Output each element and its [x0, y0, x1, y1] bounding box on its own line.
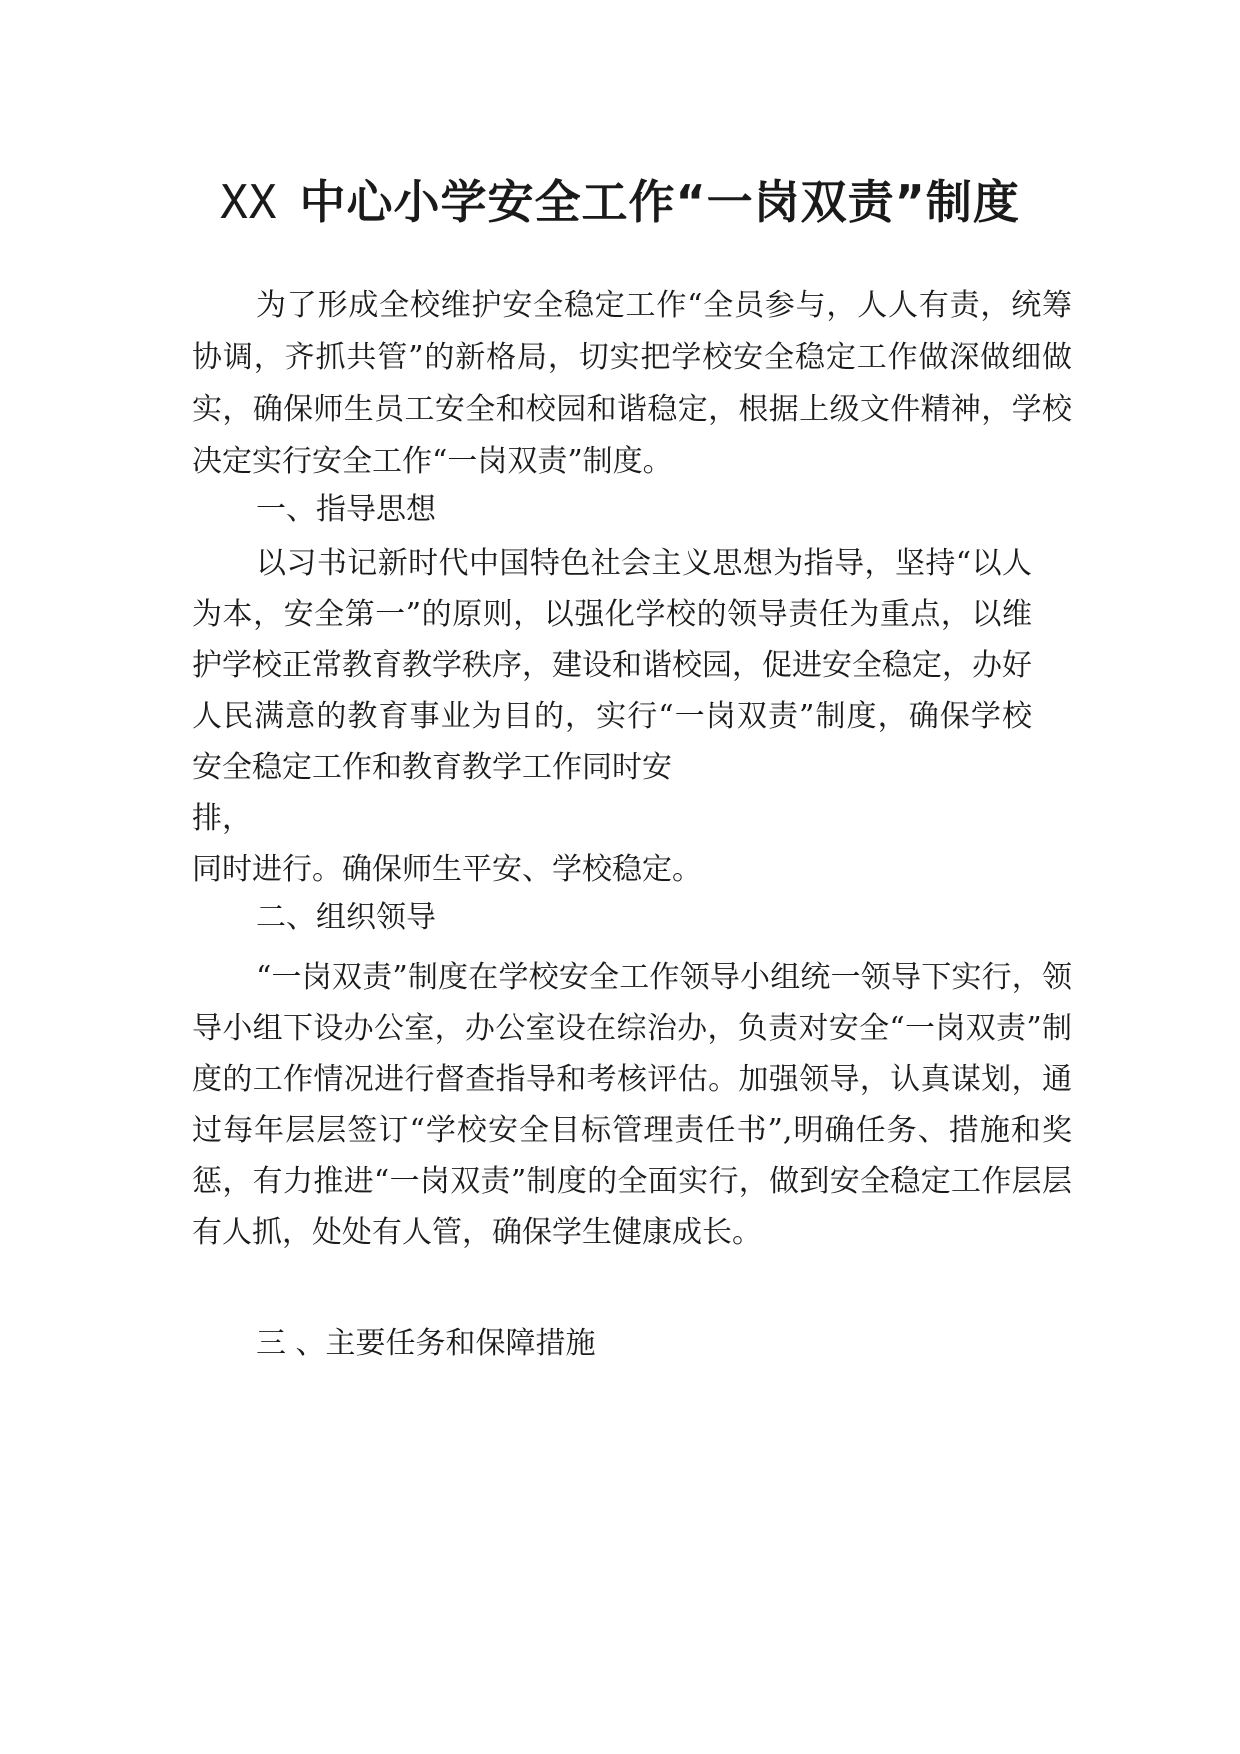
section2-paragraph: “一岗双责”制度在学校安全工作领导小组统一领导下实行，领导小组下设办公室，办公室设在综治办，负责对安全“一岗双责”制度的工作情况进行督查指导和考核评估。加强领导，认真谋划，通过每年层层签订“学校安全目标管理责任书”,明确任务、措施和奖惩，有力推进“一岗双责”制度的全面实行，做到安全稳定工作层层有人抓，处处有人管，确保学生健康成长。: [192, 960, 1072, 1250]
document-title: [0, 172, 1240, 232]
section2-heading: 二、组织领导: [256, 900, 436, 935]
section2-heading-block: [192, 894, 1072, 942]
title-prefix: XX: [220, 175, 278, 229]
intro-block: [192, 280, 1072, 488]
section3-heading-block: [192, 1320, 1072, 1368]
section1-paragraph: 以习书记新时代中国特色社会主义思想为指导，坚持“以人为本，安全第一”的原则，以强化学校的领导责任为重点，以维护学校正常教育教学秩序，建设和谐校园，促进安全稳定，办好人民满意的教育事业为目的，实行“一岗双责”制度，确保学校安全稳定工作和教育教学工作同时安: [192, 546, 1032, 785]
section3-heading: 三 、主要任务和保障措施: [256, 1326, 596, 1361]
section2-block: [192, 952, 1072, 1258]
title-main: 中心小学安全工作“一岗双责”制度: [299, 175, 1020, 229]
section1-block: [192, 538, 1072, 895]
section1-heading: 一、指导思想: [256, 492, 436, 527]
section1-end-line: 同时进行。确保师生平安、学校稳定。: [192, 852, 702, 887]
intro-paragraph: 为了形成全校维护安全稳定工作“全员参与，人人有责，统筹协调，齐抓共管”的新格局，切实把学校安全稳定工作做深做细做实，确保师生员工安全和校园和谐稳定，根据上级文件精神，学校决定实行安全工作“一岗双责”制度。: [192, 288, 1072, 479]
section1-break-line: 排，: [192, 801, 252, 836]
section1-heading-block: [192, 486, 1072, 534]
